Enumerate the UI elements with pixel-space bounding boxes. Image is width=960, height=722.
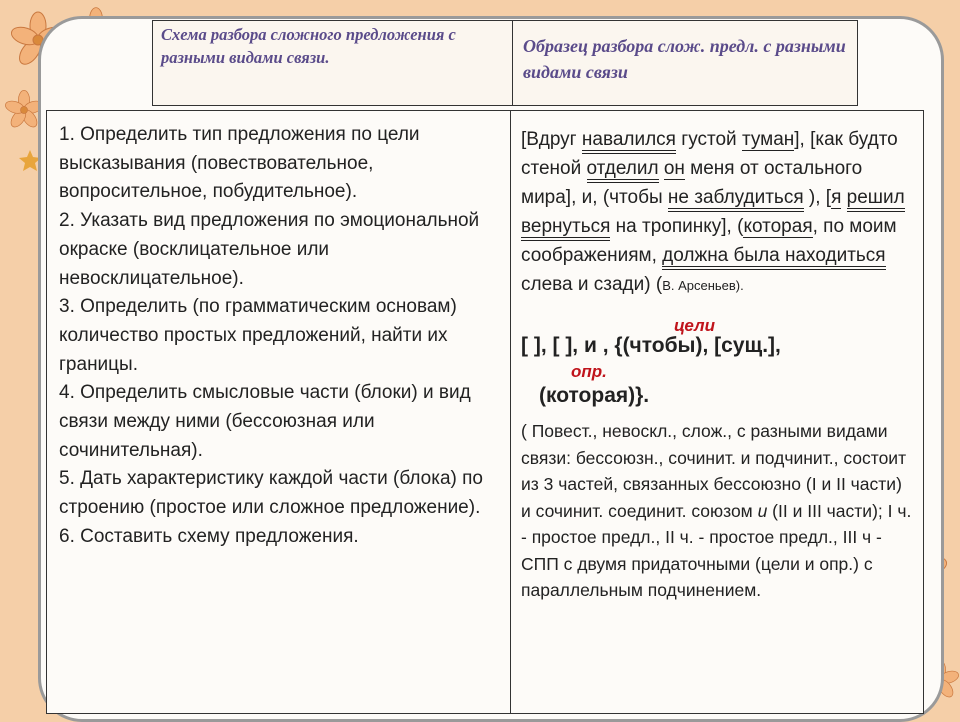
author: В. Арсеньев).	[662, 278, 744, 293]
step-2: 2. Указать вид предложения по эмоциональной окраске (восклицательное или невосклицательное).	[59, 210, 480, 289]
step-5: 5. Дать характеристику каждой части (блока) по строению (простое или сложное предложение).	[59, 468, 483, 519]
schema-line-2: опр. (которая)}.	[539, 362, 650, 407]
header-left-title: Схема разбора сложного предложения с разными видами связи.	[153, 21, 513, 105]
schema-line-1: цели [ ], [ ], и , {(чтобы), [сущ.],	[521, 316, 781, 357]
analysis-summary: ( Повест., невоскл., слож., с разными видами связи: бессоюзн., сочинит. и подчинит., состоит из 3 частей, связанных бессоюзно (I и II части) и сочинит. соединит. союзом и (II и III части); I ч. - простое предл., II ч. - простое предл., III ч - СПП с двумя придаточными (цели и опр.) с параллельным подчинением.	[521, 421, 912, 600]
schema-note-attribute: опр.	[571, 362, 607, 381]
predicate-underline: решил вернуться	[521, 187, 905, 241]
subject-underline: которая	[743, 216, 813, 237]
header-table	[152, 20, 858, 106]
predicate-underline: отделил	[587, 158, 659, 183]
subject-underline: он	[663, 158, 685, 179]
step-4: 4. Определить смысловые части (блоки) и вид связи между ними (бессоюзная или сочинительная).	[59, 382, 471, 461]
step-1: 1. Определить тип предложения по цели высказывания (повествовательное, вопросительное, побудительное).	[59, 124, 420, 203]
steps-column	[47, 111, 511, 713]
step-6: 6. Составить схему предложения.	[59, 525, 359, 547]
predicate-underline: навалился	[582, 129, 676, 154]
step-3: 3. Определить (по грамматическим основам) количество простых предложений, найти их границы.	[59, 296, 457, 375]
example-sentence: [Вдруг навалился густой туман], [как будто стеной отделил он меня от остального мира], и, (чтобы не заблудиться ), [я решил вернуться на тропинку], (которая, по моим соображениям, должна была находиться слева и сзади) (В. Арсеньев).	[521, 129, 905, 295]
subject-underline: туман	[741, 129, 795, 150]
predicate-underline: не заблудиться	[668, 187, 804, 212]
example-column	[511, 111, 923, 713]
main-table	[46, 110, 924, 714]
subject-underline: я	[831, 187, 842, 208]
predicate-underline: должна была находиться	[662, 245, 885, 270]
header-right-title: Образец разбора слож. предл. с разными видами связи	[523, 36, 846, 82]
schema-note-goal: цели	[674, 316, 715, 335]
